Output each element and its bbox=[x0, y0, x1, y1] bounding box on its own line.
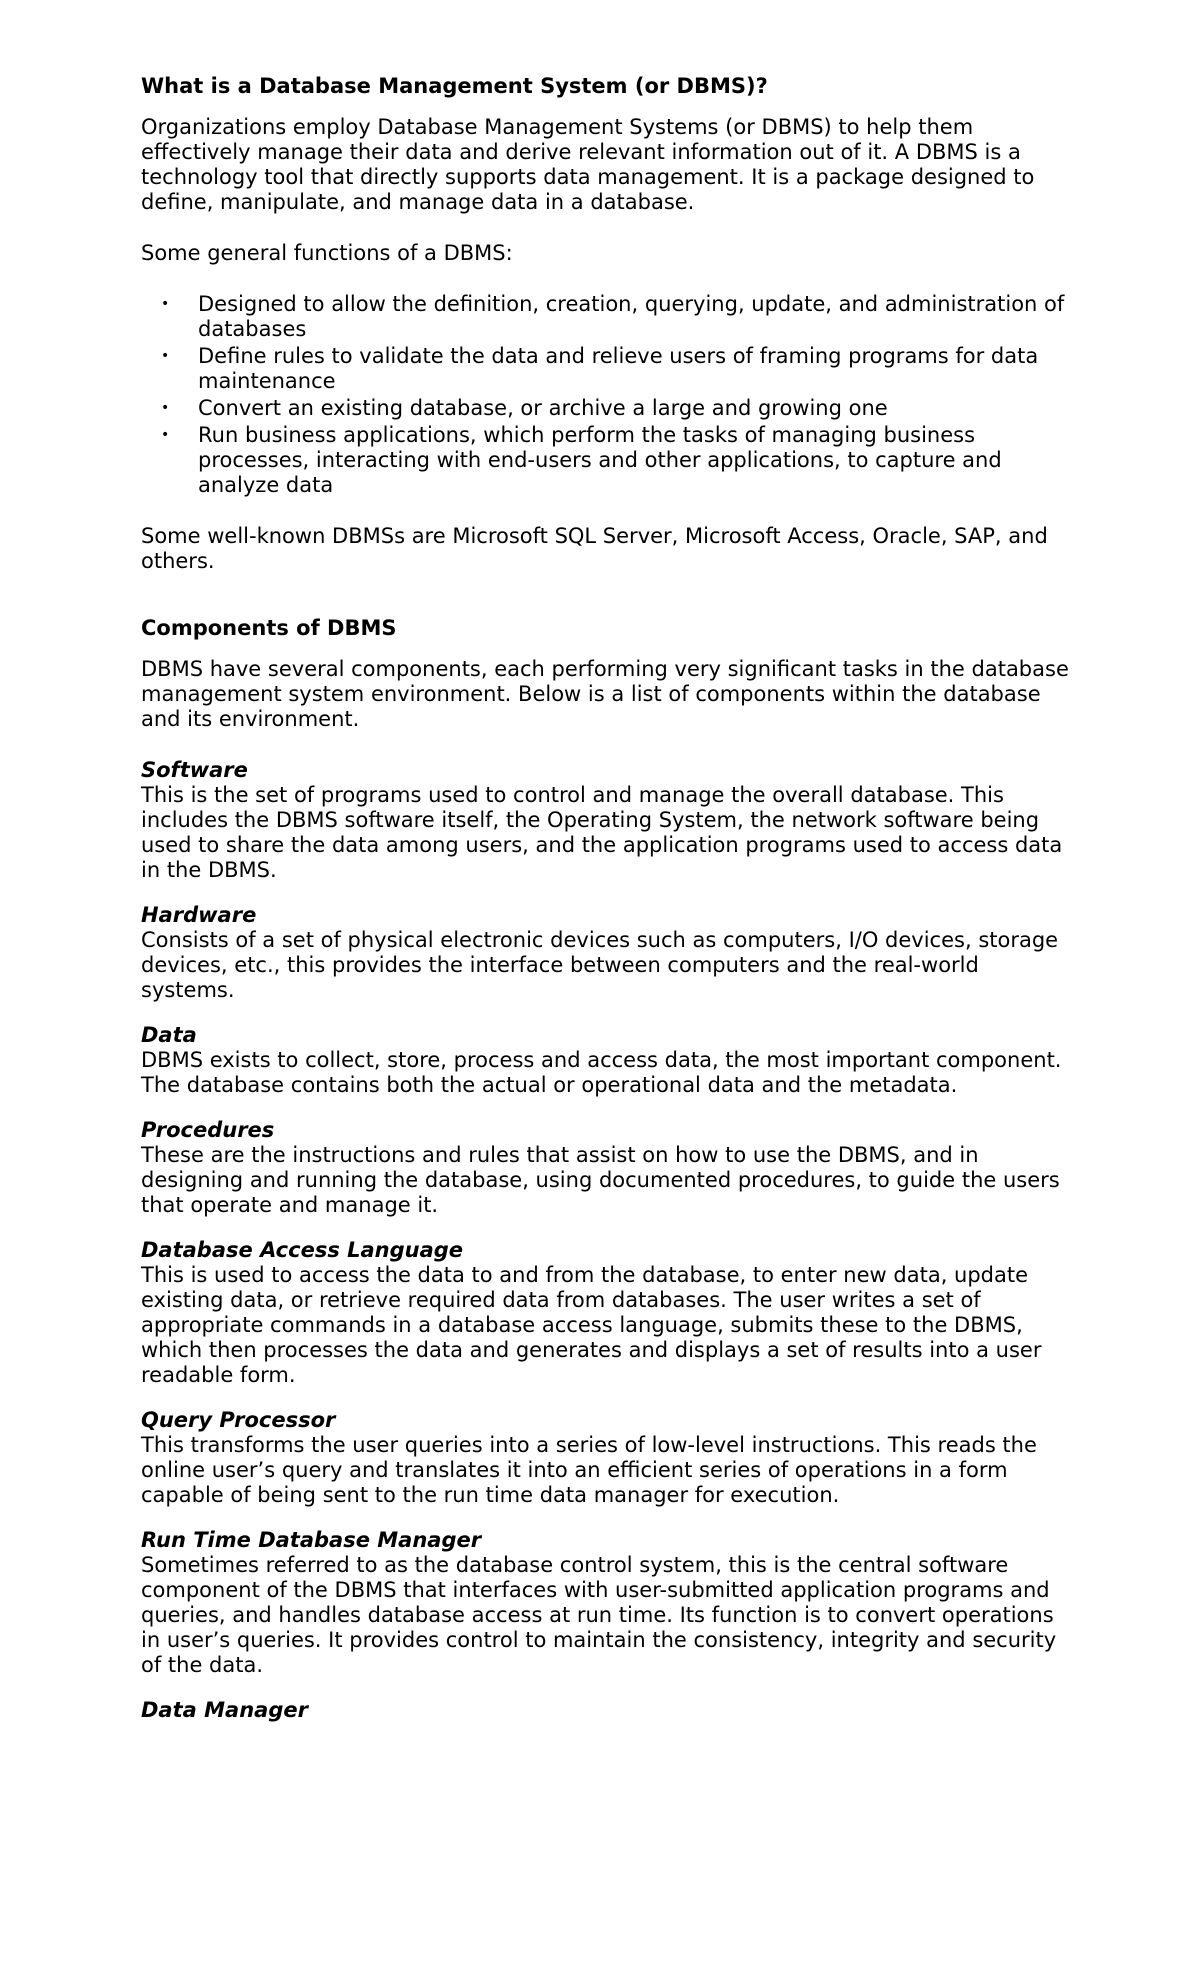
page-title: What is a Database Management System (or DBMS)? bbox=[141, 74, 768, 98]
component-text: This is used to access the data to and from the database, to enter new data, update existing data, or retrieve required data from databases. The user writes a set of appropriate commands in a database access language, submits these to the DBMS, which then processes the data and generates and displays a set of results into a user readable form. bbox=[141, 1263, 1042, 1387]
component-text: This transforms the user queries into a series of low-level instructions. This reads the online user’s query and translates it into an efficient series of operations in a form capable of being sent to the run time data manager for execution. bbox=[141, 1433, 1037, 1507]
component-title: Query Processor bbox=[141, 1408, 336, 1432]
component-title: Database Access Language bbox=[141, 1238, 464, 1262]
list-item-text: Run business applications, which perform the tasks of managing business processes, interacting with end-users and other applications, to capture and analyze data bbox=[198, 423, 1002, 497]
list-item bbox=[141, 396, 1070, 421]
list-item bbox=[141, 423, 1070, 498]
component-text: This is the set of programs used to control and manage the overall database. This includes the DBMS software itself, the Operating System, the network software being used to share the data among users, and the application programs used to access data in the DBMS. bbox=[141, 783, 1063, 882]
component-database-access-language bbox=[141, 1238, 1070, 1388]
component-title: Run Time Database Manager bbox=[141, 1528, 482, 1552]
component-query-processor bbox=[141, 1408, 1070, 1508]
list-item-text: Designed to allow the definition, creation, querying, update, and administration of databases bbox=[198, 292, 1065, 341]
component-data bbox=[141, 1023, 1070, 1098]
list-item bbox=[141, 292, 1070, 342]
component-title: Procedures bbox=[141, 1118, 275, 1142]
component-text: DBMS exists to collect, store, process and access data, the most important component. The database contains both the actual or operational data and the metadata. bbox=[141, 1048, 1062, 1097]
bullet-icon: • bbox=[161, 348, 170, 364]
component-data-manager bbox=[141, 1698, 1070, 1723]
bullet-icon: • bbox=[161, 400, 170, 416]
component-procedures bbox=[141, 1118, 1070, 1218]
component-software bbox=[141, 758, 1070, 883]
component-hardware bbox=[141, 903, 1070, 1003]
list-item-text: Convert an existing database, or archive a large and growing one bbox=[198, 396, 888, 420]
component-title: Data bbox=[141, 1023, 197, 1047]
intro-paragraph: Organizations employ Database Management Systems (or DBMS) to help them effectively manage their data and derive relevant information out of it. A DBMS is a technology tool that directly supports data management. It is a package designed to define, manipulate, and manage data in a database. bbox=[141, 115, 1035, 214]
component-title: Data Manager bbox=[141, 1698, 308, 1722]
examples-paragraph: Some well-known DBMSs are Microsoft SQL Server, Microsoft Access, Oracle, SAP, and others. bbox=[141, 524, 1048, 573]
components-heading: Components of DBMS bbox=[141, 616, 397, 640]
functions-lead: Some general functions of a DBMS: bbox=[141, 241, 513, 265]
bullet-icon: • bbox=[161, 296, 170, 312]
functions-list bbox=[141, 292, 1070, 498]
component-text: Consists of a set of physical electronic devices such as computers, I/O devices, storage devices, etc., this provides the interface between computers and the real-world systems. bbox=[141, 928, 1059, 1002]
component-run-time-database-manager bbox=[141, 1528, 1070, 1678]
component-text: These are the instructions and rules that assist on how to use the DBMS, and in designing and running the database, using documented procedures, to guide the users that operate and manage it. bbox=[141, 1143, 1060, 1217]
list-item-text: Define rules to validate the data and relieve users of framing programs for data maintenance bbox=[198, 344, 1039, 393]
bullet-icon: • bbox=[161, 427, 170, 443]
component-text: Sometimes referred to as the database control system, this is the central software component of the DBMS that interfaces with user-submitted application programs and queries, and handles database access at run time. Its function is to convert operations in user’s queries. It provides control to maintain the consistency, integrity and security of the data. bbox=[141, 1553, 1057, 1677]
component-title: Software bbox=[141, 758, 248, 782]
components-intro: DBMS have several components, each performing very significant tasks in the database management system environment. Below is a list of components within the database and its environment. bbox=[141, 657, 1069, 731]
component-title: Hardware bbox=[141, 903, 257, 927]
list-item bbox=[141, 344, 1070, 394]
